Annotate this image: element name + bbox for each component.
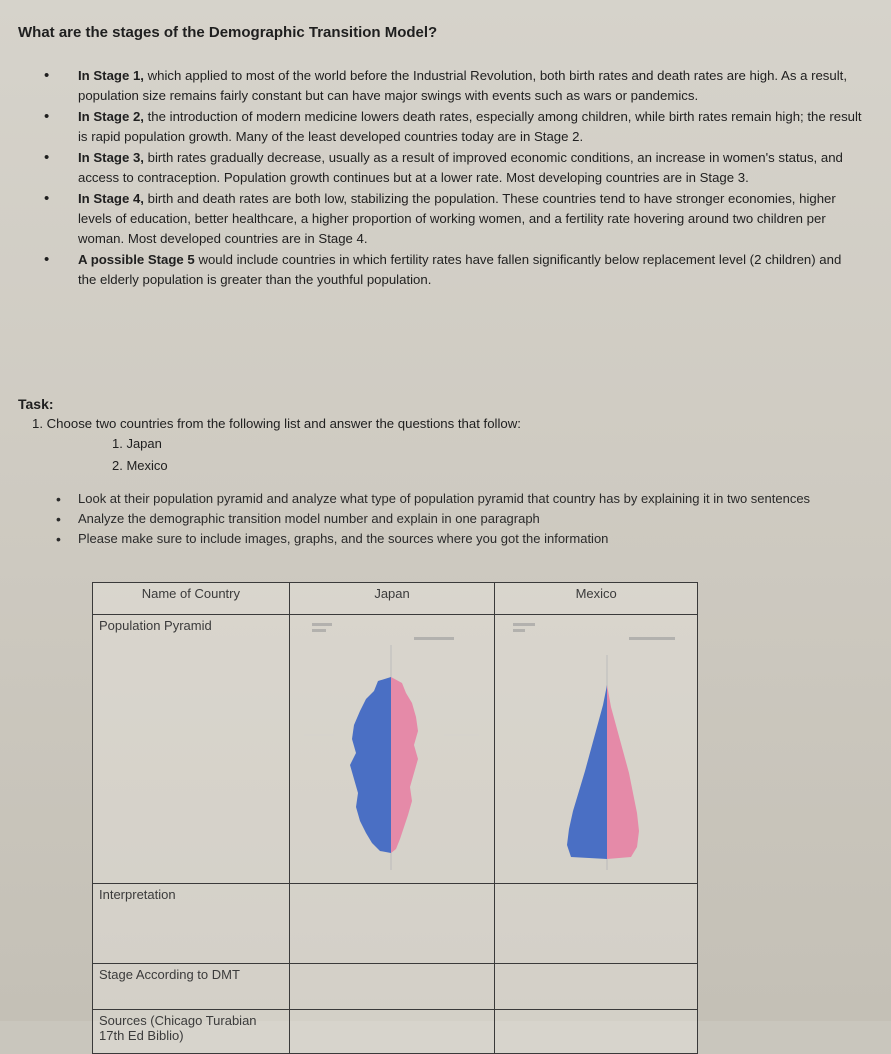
country-option-japan: 1. Japan	[112, 436, 162, 451]
japan-interpretation-cell[interactable]	[289, 884, 495, 964]
japan-stage-cell[interactable]	[289, 964, 495, 1010]
stage-lead: In Stage 4,	[78, 191, 144, 206]
stage-lead: In Stage 2,	[78, 109, 144, 124]
stage-lead: In Stage 1,	[78, 68, 144, 83]
stage-lead: A possible Stage 5	[78, 252, 195, 267]
stage-text: which applied to most of the world before the Industrial Revolution, both birth rates and death rates are high. As a result, population size remains fairly constant but can have major swings with events such as wars or pandemics.	[78, 68, 847, 103]
stage-4-item	[32, 189, 862, 249]
mexico-pyramid-cell	[495, 615, 698, 884]
stage-lead: In Stage 3,	[78, 150, 144, 165]
instruction-item: • Please make sure to include images, graphs, and the sources where you got the information	[32, 530, 852, 548]
mexico-stage-cell[interactable]	[495, 964, 698, 1010]
japan-sources-cell[interactable]	[289, 1010, 495, 1054]
stage-2-item	[32, 107, 862, 147]
stage-3-item	[32, 148, 862, 188]
header-name-of-country: Name of Country	[93, 583, 290, 615]
japan-population-pyramid-image	[294, 615, 488, 877]
mexico-sources-cell[interactable]	[495, 1010, 698, 1054]
instruction-item: • Analyze the demographic transition model number and explain in one paragraph	[32, 510, 852, 528]
task-label: Task:	[18, 396, 54, 412]
stage-5-item	[32, 250, 862, 290]
instructions-list	[32, 490, 852, 550]
country-option-mexico: 2. Mexico	[112, 458, 168, 473]
stage-text: the introduction of modern medicine lowers death rates, especially among children, while birth rates remain high; the result is rapid population growth. Many of the least developed countries today are in Stage 2.	[78, 109, 862, 144]
instruction-item: • Look at their population pyramid and analyze what type of population pyramid that country has by explaining it in two sentences	[32, 490, 852, 508]
mexico-population-pyramid-image	[499, 615, 693, 877]
row-label-sources: Sources (Chicago Turabian 17th Ed Biblio)	[93, 1010, 290, 1054]
stage-1-item	[32, 66, 862, 106]
stage-text: birth and death rates are both low, stabilizing the population. These countries tend to have stronger economies, higher levels of education, better healthcare, a higher proportion of working women, and a fertility rate hovering around two children per woman. Most developed countries are in Stage 4.	[78, 191, 836, 246]
row-label-interpretation: Interpretation	[93, 884, 290, 964]
header-mexico: Mexico	[495, 583, 698, 615]
country-table	[92, 582, 698, 1054]
question-1: 1. Choose two countries from the following list and answer the questions that follow:	[32, 416, 521, 431]
row-label-population-pyramid: Population Pyramid	[93, 615, 290, 884]
header-japan: Japan	[289, 583, 495, 615]
stages-list	[32, 66, 862, 291]
stage-text: birth rates gradually decrease, usually as a result of improved economic conditions, an increase in women's status, and access to contraception. Population growth continues but at a lower rate. Most developing countries are in Stage 3.	[78, 150, 843, 185]
stage-text: would include countries in which fertility rates have fallen significantly below replacement level (2 children) and the elderly population is greater than the youthful population.	[78, 252, 842, 287]
row-label-stage-dmt: Stage According to DMT	[93, 964, 290, 1010]
mexico-interpretation-cell[interactable]	[495, 884, 698, 964]
japan-pyramid-cell	[289, 615, 495, 884]
page-title: What are the stages of the Demographic Transition Model?	[18, 24, 438, 41]
